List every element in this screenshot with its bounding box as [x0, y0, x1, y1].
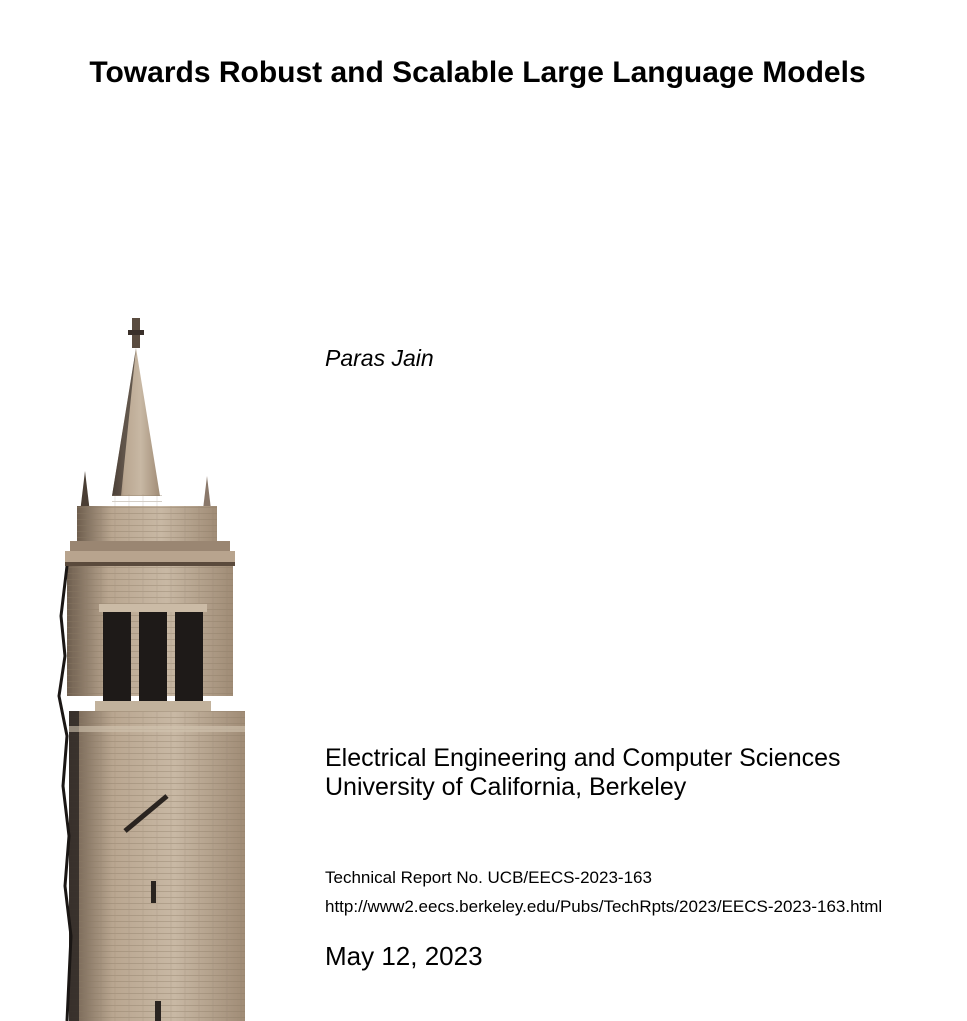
university-name: University of California, Berkeley [325, 773, 687, 801]
author-name: Paras Jain [325, 345, 434, 371]
report-info [325, 863, 882, 921]
report-url[interactable]: http://www2.eecs.berkeley.edu/Pubs/TechRpts/2023/EECS-2023-163.html [325, 897, 883, 916]
report-date: May 12, 2023 [325, 941, 483, 971]
department-block [325, 744, 841, 802]
department-name: Electrical Engineering and Computer Sciences [325, 744, 841, 772]
campanile-tower-image [55, 316, 245, 1021]
report-number: Technical Report No. UCB/EECS-2023-163 [325, 868, 652, 887]
report-title: Towards Robust and Scalable Large Language Models [89, 56, 866, 89]
